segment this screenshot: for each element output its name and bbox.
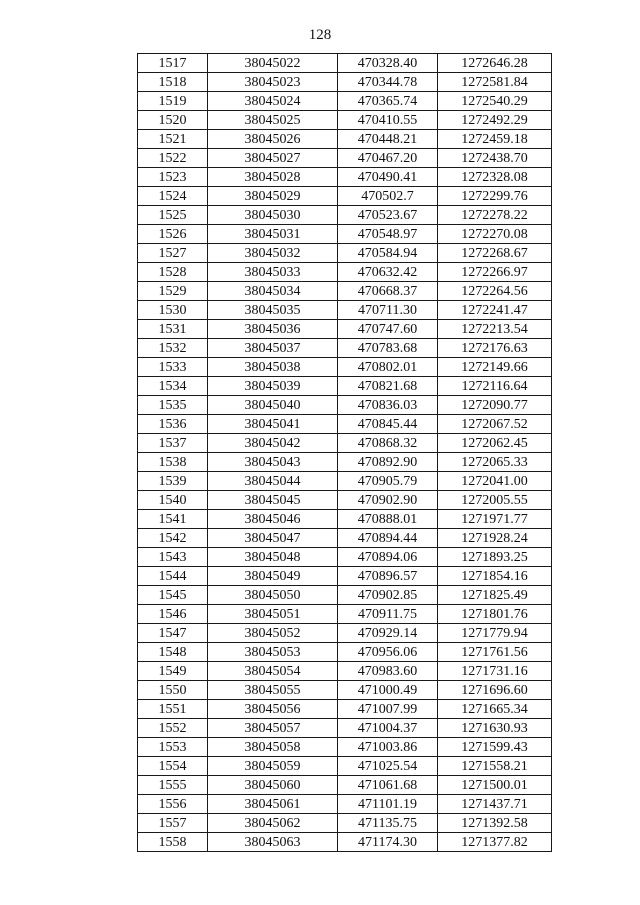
code-cell: 38045047	[208, 529, 338, 548]
x-coordinate-cell: 470328.40	[338, 54, 438, 73]
x-coordinate-cell: 470821.68	[338, 377, 438, 396]
point-number-cell: 1525	[138, 206, 208, 225]
table-row	[138, 263, 552, 282]
point-number-cell: 1544	[138, 567, 208, 586]
y-coordinate-cell: 1271500.01	[438, 776, 552, 795]
code-cell: 38045024	[208, 92, 338, 111]
x-coordinate-cell: 470747.60	[338, 320, 438, 339]
y-coordinate-cell: 1272328.08	[438, 168, 552, 187]
y-coordinate-cell: 1271928.24	[438, 529, 552, 548]
code-cell: 38045063	[208, 833, 338, 852]
point-number-cell: 1517	[138, 54, 208, 73]
y-coordinate-cell: 1272213.54	[438, 320, 552, 339]
code-cell: 38045026	[208, 130, 338, 149]
code-cell: 38045036	[208, 320, 338, 339]
x-coordinate-cell: 470892.90	[338, 453, 438, 472]
x-coordinate-cell: 471004.37	[338, 719, 438, 738]
y-coordinate-cell: 1272065.33	[438, 453, 552, 472]
x-coordinate-cell: 470783.68	[338, 339, 438, 358]
y-coordinate-cell: 1272299.76	[438, 187, 552, 206]
table-row	[138, 396, 552, 415]
y-coordinate-cell: 1271893.25	[438, 548, 552, 567]
table-row	[138, 168, 552, 187]
point-number-cell: 1528	[138, 263, 208, 282]
table-row	[138, 187, 552, 206]
x-coordinate-cell: 471135.75	[338, 814, 438, 833]
y-coordinate-cell: 1271377.82	[438, 833, 552, 852]
table-row	[138, 54, 552, 73]
point-number-cell: 1542	[138, 529, 208, 548]
y-coordinate-cell: 1271392.58	[438, 814, 552, 833]
y-coordinate-cell: 1272062.45	[438, 434, 552, 453]
table-body	[138, 54, 552, 852]
code-cell: 38045059	[208, 757, 338, 776]
y-coordinate-cell: 1271599.43	[438, 738, 552, 757]
code-cell: 38045055	[208, 681, 338, 700]
code-cell: 38045038	[208, 358, 338, 377]
code-cell: 38045054	[208, 662, 338, 681]
x-coordinate-cell: 470888.01	[338, 510, 438, 529]
x-coordinate-cell: 471003.86	[338, 738, 438, 757]
table-row	[138, 92, 552, 111]
x-coordinate-cell: 471025.54	[338, 757, 438, 776]
y-coordinate-cell: 1272278.22	[438, 206, 552, 225]
x-coordinate-cell: 470836.03	[338, 396, 438, 415]
table-row	[138, 130, 552, 149]
point-number-cell: 1521	[138, 130, 208, 149]
table-row	[138, 833, 552, 852]
y-coordinate-cell: 1272149.66	[438, 358, 552, 377]
table-row	[138, 795, 552, 814]
x-coordinate-cell: 471007.99	[338, 700, 438, 719]
y-coordinate-cell: 1272270.08	[438, 225, 552, 244]
table-row	[138, 776, 552, 795]
table-row	[138, 453, 552, 472]
table-row	[138, 358, 552, 377]
y-coordinate-cell: 1271825.49	[438, 586, 552, 605]
table-row	[138, 529, 552, 548]
table-row	[138, 206, 552, 225]
code-cell: 38045052	[208, 624, 338, 643]
point-number-cell: 1543	[138, 548, 208, 567]
code-cell: 38045037	[208, 339, 338, 358]
table-row	[138, 643, 552, 662]
table-row	[138, 111, 552, 130]
x-coordinate-cell: 470905.79	[338, 472, 438, 491]
point-number-cell: 1553	[138, 738, 208, 757]
point-number-cell: 1550	[138, 681, 208, 700]
table-row	[138, 586, 552, 605]
table-row	[138, 225, 552, 244]
y-coordinate-cell: 1271761.56	[438, 643, 552, 662]
point-number-cell: 1546	[138, 605, 208, 624]
x-coordinate-cell: 470802.01	[338, 358, 438, 377]
table-row	[138, 662, 552, 681]
table-row	[138, 415, 552, 434]
table-row	[138, 510, 552, 529]
code-cell: 38045022	[208, 54, 338, 73]
table-row	[138, 301, 552, 320]
x-coordinate-cell: 470668.37	[338, 282, 438, 301]
x-coordinate-cell: 470845.44	[338, 415, 438, 434]
point-number-cell: 1545	[138, 586, 208, 605]
point-number-cell: 1520	[138, 111, 208, 130]
point-number-cell: 1532	[138, 339, 208, 358]
code-cell: 38045049	[208, 567, 338, 586]
x-coordinate-cell: 470448.21	[338, 130, 438, 149]
x-coordinate-cell: 471101.19	[338, 795, 438, 814]
point-number-cell: 1541	[138, 510, 208, 529]
point-number-cell: 1533	[138, 358, 208, 377]
code-cell: 38045031	[208, 225, 338, 244]
page-number: 128	[308, 27, 332, 43]
table-row	[138, 814, 552, 833]
point-number-cell: 1523	[138, 168, 208, 187]
y-coordinate-cell: 1271801.76	[438, 605, 552, 624]
y-coordinate-cell: 1272264.56	[438, 282, 552, 301]
x-coordinate-cell: 470344.78	[338, 73, 438, 92]
table-row	[138, 624, 552, 643]
x-coordinate-cell: 470410.55	[338, 111, 438, 130]
x-coordinate-cell: 470632.42	[338, 263, 438, 282]
x-coordinate-cell: 470983.60	[338, 662, 438, 681]
x-coordinate-cell: 470467.20	[338, 149, 438, 168]
code-cell: 38045023	[208, 73, 338, 92]
y-coordinate-cell: 1271437.71	[438, 795, 552, 814]
table-row	[138, 339, 552, 358]
table-row	[138, 700, 552, 719]
x-coordinate-cell: 470911.75	[338, 605, 438, 624]
point-number-cell: 1519	[138, 92, 208, 111]
code-cell: 38045051	[208, 605, 338, 624]
code-cell: 38045025	[208, 111, 338, 130]
code-cell: 38045030	[208, 206, 338, 225]
table-row	[138, 738, 552, 757]
code-cell: 38045029	[208, 187, 338, 206]
code-cell: 38045035	[208, 301, 338, 320]
point-number-cell: 1540	[138, 491, 208, 510]
code-cell: 38045032	[208, 244, 338, 263]
y-coordinate-cell: 1271971.77	[438, 510, 552, 529]
point-number-cell: 1548	[138, 643, 208, 662]
x-coordinate-cell: 470929.14	[338, 624, 438, 643]
point-number-cell: 1552	[138, 719, 208, 738]
x-coordinate-cell: 470548.97	[338, 225, 438, 244]
code-cell: 38045050	[208, 586, 338, 605]
point-number-cell: 1556	[138, 795, 208, 814]
point-number-cell: 1549	[138, 662, 208, 681]
y-coordinate-cell: 1271630.93	[438, 719, 552, 738]
x-coordinate-cell: 470894.06	[338, 548, 438, 567]
table-row	[138, 491, 552, 510]
y-coordinate-cell: 1272540.29	[438, 92, 552, 111]
code-cell: 38045027	[208, 149, 338, 168]
point-number-cell: 1529	[138, 282, 208, 301]
y-coordinate-cell: 1272241.47	[438, 301, 552, 320]
code-cell: 38045062	[208, 814, 338, 833]
code-cell: 38045034	[208, 282, 338, 301]
point-number-cell: 1558	[138, 833, 208, 852]
y-coordinate-cell: 1271558.21	[438, 757, 552, 776]
y-coordinate-cell: 1272005.55	[438, 491, 552, 510]
y-coordinate-cell: 1272116.64	[438, 377, 552, 396]
point-number-cell: 1526	[138, 225, 208, 244]
y-coordinate-cell: 1272438.70	[438, 149, 552, 168]
code-cell: 38045048	[208, 548, 338, 567]
y-coordinate-cell: 1272492.29	[438, 111, 552, 130]
y-coordinate-cell: 1272067.52	[438, 415, 552, 434]
code-cell: 38045033	[208, 263, 338, 282]
point-number-cell: 1557	[138, 814, 208, 833]
table-row	[138, 605, 552, 624]
point-number-cell: 1554	[138, 757, 208, 776]
y-coordinate-cell: 1272646.28	[438, 54, 552, 73]
point-number-cell: 1531	[138, 320, 208, 339]
table-row	[138, 719, 552, 738]
point-number-cell: 1522	[138, 149, 208, 168]
y-coordinate-cell: 1272176.63	[438, 339, 552, 358]
point-number-cell: 1551	[138, 700, 208, 719]
x-coordinate-cell: 470490.41	[338, 168, 438, 187]
table-row	[138, 548, 552, 567]
coordinates-table	[137, 53, 552, 852]
x-coordinate-cell: 470502.7	[338, 187, 438, 206]
code-cell: 38045060	[208, 776, 338, 795]
x-coordinate-cell: 470902.90	[338, 491, 438, 510]
code-cell: 38045042	[208, 434, 338, 453]
y-coordinate-cell: 1272266.97	[438, 263, 552, 282]
point-number-cell: 1530	[138, 301, 208, 320]
y-coordinate-cell: 1271779.94	[438, 624, 552, 643]
table-row	[138, 567, 552, 586]
code-cell: 38045061	[208, 795, 338, 814]
x-coordinate-cell: 470902.85	[338, 586, 438, 605]
point-number-cell: 1518	[138, 73, 208, 92]
code-cell: 38045044	[208, 472, 338, 491]
x-coordinate-cell: 471061.68	[338, 776, 438, 795]
table-row	[138, 149, 552, 168]
x-coordinate-cell: 470894.44	[338, 529, 438, 548]
code-cell: 38045058	[208, 738, 338, 757]
code-cell: 38045039	[208, 377, 338, 396]
y-coordinate-cell: 1272268.67	[438, 244, 552, 263]
code-cell: 38045045	[208, 491, 338, 510]
x-coordinate-cell: 471174.30	[338, 833, 438, 852]
y-coordinate-cell: 1272041.00	[438, 472, 552, 491]
y-coordinate-cell: 1271854.16	[438, 567, 552, 586]
code-cell: 38045041	[208, 415, 338, 434]
x-coordinate-cell: 471000.49	[338, 681, 438, 700]
table-row	[138, 681, 552, 700]
x-coordinate-cell: 470365.74	[338, 92, 438, 111]
table-row	[138, 377, 552, 396]
table-row	[138, 244, 552, 263]
x-coordinate-cell: 470711.30	[338, 301, 438, 320]
table-row	[138, 472, 552, 491]
code-cell: 38045057	[208, 719, 338, 738]
point-number-cell: 1536	[138, 415, 208, 434]
code-cell: 38045028	[208, 168, 338, 187]
point-number-cell: 1527	[138, 244, 208, 263]
x-coordinate-cell: 470956.06	[338, 643, 438, 662]
y-coordinate-cell: 1271696.60	[438, 681, 552, 700]
table-row	[138, 757, 552, 776]
point-number-cell: 1538	[138, 453, 208, 472]
table-row	[138, 320, 552, 339]
table-row	[138, 434, 552, 453]
point-number-cell: 1535	[138, 396, 208, 415]
code-cell: 38045053	[208, 643, 338, 662]
table-row	[138, 282, 552, 301]
point-number-cell: 1547	[138, 624, 208, 643]
point-number-cell: 1534	[138, 377, 208, 396]
code-cell: 38045043	[208, 453, 338, 472]
x-coordinate-cell: 470584.94	[338, 244, 438, 263]
code-cell: 38045056	[208, 700, 338, 719]
x-coordinate-cell: 470868.32	[338, 434, 438, 453]
point-number-cell: 1539	[138, 472, 208, 491]
x-coordinate-cell: 470896.57	[338, 567, 438, 586]
y-coordinate-cell: 1271665.34	[438, 700, 552, 719]
x-coordinate-cell: 470523.67	[338, 206, 438, 225]
point-number-cell: 1537	[138, 434, 208, 453]
point-number-cell: 1555	[138, 776, 208, 795]
table-row	[138, 73, 552, 92]
y-coordinate-cell: 1272090.77	[438, 396, 552, 415]
point-number-cell: 1524	[138, 187, 208, 206]
code-cell: 38045046	[208, 510, 338, 529]
y-coordinate-cell: 1271731.16	[438, 662, 552, 681]
y-coordinate-cell: 1272581.84	[438, 73, 552, 92]
code-cell: 38045040	[208, 396, 338, 415]
y-coordinate-cell: 1272459.18	[438, 130, 552, 149]
